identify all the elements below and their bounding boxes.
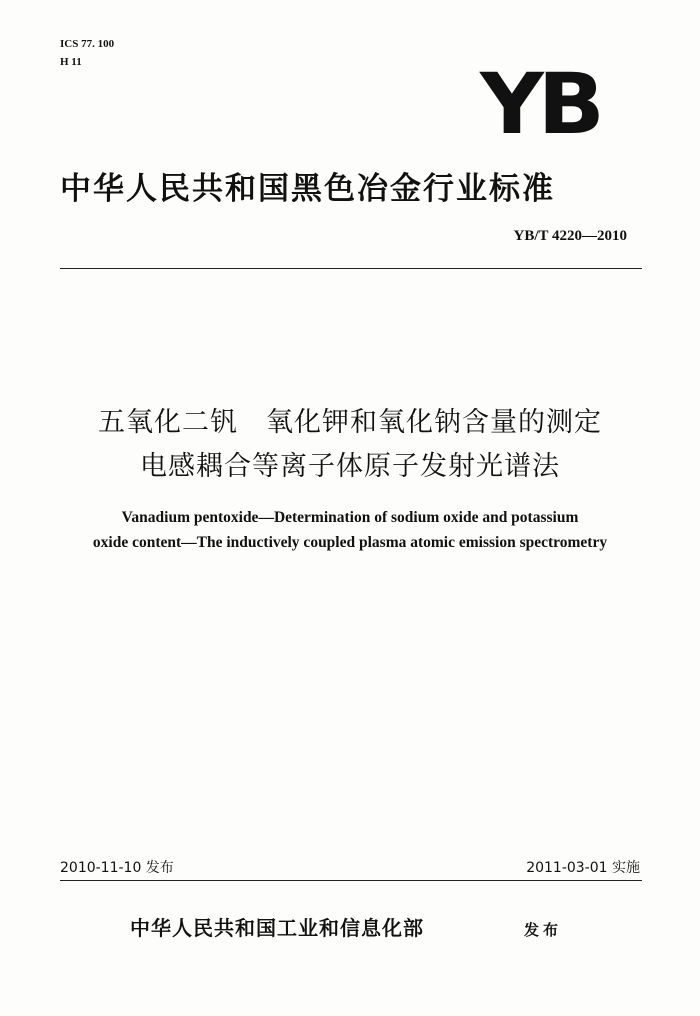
issue-date: 2010-11-10 发布 [60, 860, 174, 876]
standard-number: YB/T 4220—2010 [513, 228, 627, 244]
issuing-authority: 中华人民共和国工业和信息化部 [130, 916, 424, 940]
issue-label: 发布 [524, 921, 563, 939]
implementation-date: 2011-03-01 实施 [526, 860, 640, 876]
english-title-line-2: oxide content—The inductively coupled plasma atomic emission spectrometry [92, 534, 608, 551]
chinese-title-line-2: 电感耦合等离子体原子发射光谱法 [140, 451, 560, 482]
footer-divider [60, 880, 642, 881]
standard-category-title: 中华人民共和国黑色冶金行业标准 [60, 171, 555, 207]
chinese-title-line-1: 五氧化二钒 氧化钾和氧化钠含量的测定 [98, 407, 602, 438]
header-divider [60, 268, 642, 269]
english-title-line-1: Vanadium pentoxide—Determination of sodium oxide and potassium [121, 509, 579, 526]
ics-code: ICS 77. 100 [60, 38, 115, 50]
yb-logo: YB [480, 55, 599, 153]
ccs-code: H 11 [60, 56, 82, 68]
